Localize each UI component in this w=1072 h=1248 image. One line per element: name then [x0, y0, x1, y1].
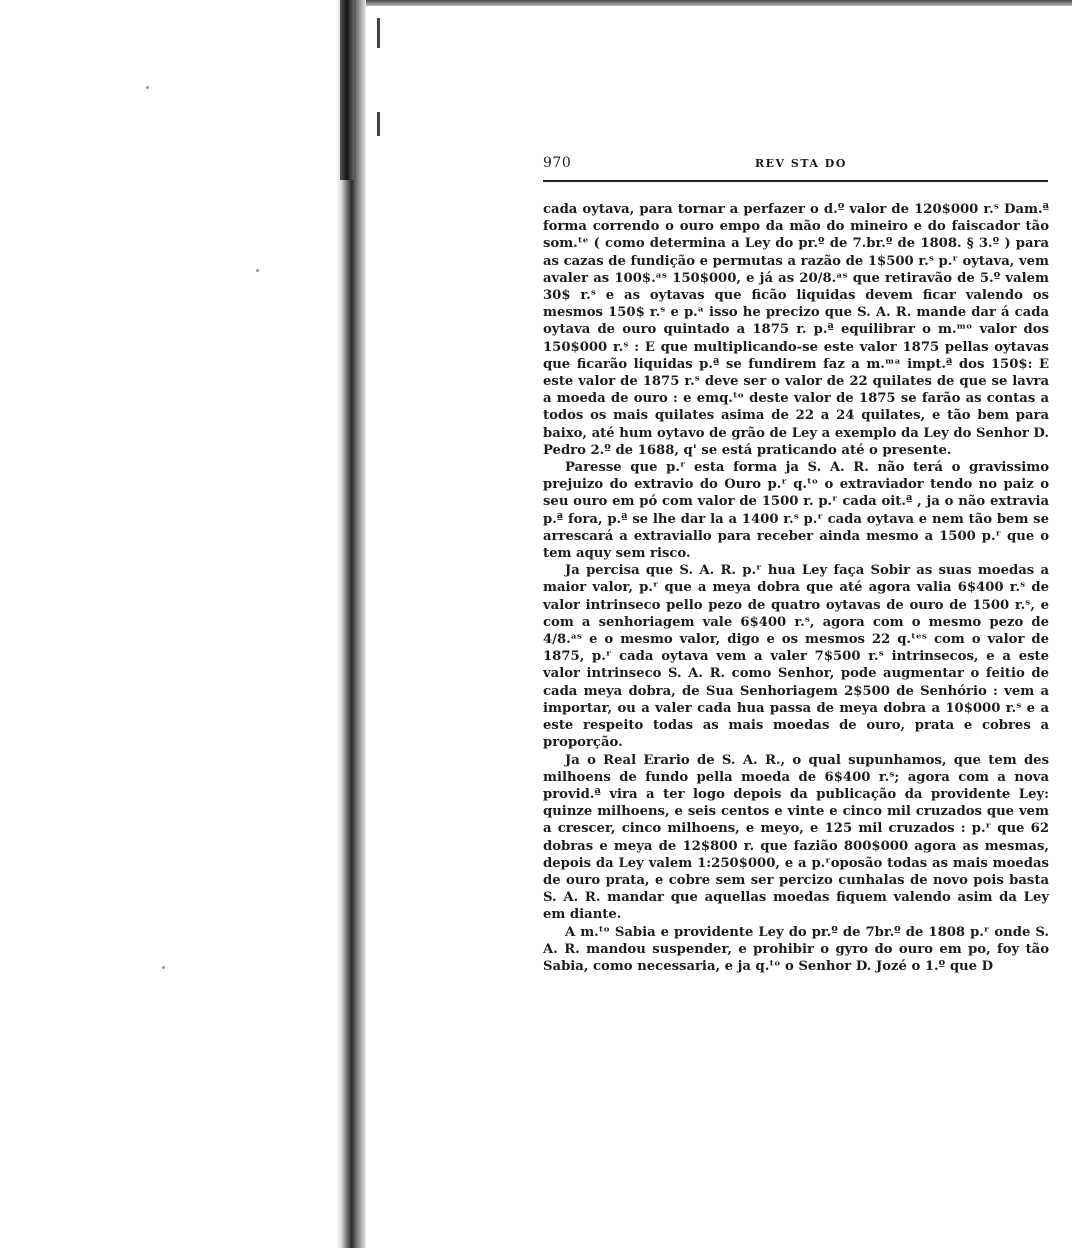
running-title: REV STA DO [755, 157, 847, 170]
body-text [543, 201, 1049, 975]
book-gutter [336, 0, 366, 1248]
paper-speck [256, 269, 259, 272]
page-header [543, 153, 1048, 177]
paragraph: cada oytava, para tornar a perfazer o d.º valor de 120$000 r.ˢ Dam.ª forma correndo o ouro empo da mão do mineiro e do faiscador tão som.ᵗᵉ ( como determina a Ley do pr.º de 7.br.º de 1808. § 3.º ) para as cazas de fundição e permutas a razão de 1$500 r.ˢ p.ʳ oytava, vem avaler as 100$.ᵃˢ 150$000, e já as 20/8.ᵃˢ que retiravão de 5.º valem 30$ r.ˢ e as oytavas que ficão liquidas devem ficar valendo os mesmos 150$ r.ˢ e p.ᵃ isso he precizo que S. A. R. mande dar á cada oytava de ouro quintado a 1875 r. p.ª equilibrar o m.ᵐᵒ valor dos 150$000 r.ˢ : E que multiplicando-se este valor 1875 pellas oytavas que ficarão liquidas p.ª se fundirem faz a m.ᵐᵃ impt.ª dos 150$: E este valor de 1875 r.ˢ deve ser o valor de 22 quilates de que se lavra a moeda de ouro : e emq.ᵗᵒ deste valor de 1875 se farão as contas a todos os mais quilates asima de 22 a 24 quilates, e tão bem para baixo, até hum oytavo de grão de Ley a exemplo da Ley do Senhor D. Pedro 2.º de 1688, q' se está praticando até o presente. [543, 202, 1049, 458]
margin-mark [377, 18, 380, 48]
paragraph: Ja o Real Erario de S. A. R., o qual supunhamos, que tem des milhoens de fundo pella moeda de 6$400 r.ˢ; agora com a nova provid.ª vira a ter logo depois da publicação da providente Ley: quinze milhoens, e seis centos e vinte e cinco mil cruzados que vem a crescer, cinco milhoens, e meyo, e 125 mil cruzados : p.ʳ que 62 dobras e meya de 12$800 r. que fazião 800$000 agora as mesmas, depois da Ley valem 1:250$000, e a p.ʳoposão todas as mais moedas de ouro prata, e cobre sem ser percizo cunhalas de novo pois basta S. A. R. mandar que aquellas moedas fiquem valendo asim da Ley em diante. [543, 752, 1049, 923]
left-facing-page [0, 0, 342, 1248]
header-rule [543, 180, 1048, 182]
page-number: 970 [543, 155, 572, 171]
paper-speck [162, 966, 165, 969]
paper-speck [146, 86, 149, 89]
paragraph: A m.ᵗᵒ Sabia e providente Ley do pr.º de 7br.º de 1808 p.ʳ onde S. A. R. mandou suspender, e prohibir o gyro do ouro em po, foy tão Sabia, como necessaria, e ja q.ᵗᵒ o Senhor D. Jozé o 1.º que D [543, 924, 1049, 974]
gutter-shadow [340, 0, 354, 180]
paragraph: Paresse que p.ʳ esta forma ja S. A. R. não terá o gravissimo prejuizo do extravio do Ouro p.ʳ q.ᵗᵒ o extraviador tendo no paiz o seu ouro em pó com valor de 1500 r. p.ʳ cada oit.ª , ja o não extravia p.ª fora, p.ª se lhe dar la a 1400 r.ˢ p.ʳ cada oytava e nem tão bem se arrescará a extraviallo para receber ainda mesmo a 1500 p.ʳ que o tem aquy sem risco. [543, 460, 1049, 562]
paragraph: Ja percisa que S. A. R. p.ʳ hua Ley faça Sobir as suas moedas a maior valor, p.ʳ que a meya dobra que até agora valia 6$400 r.ˢ de valor intrinseco pello pezo de quatro oytavas de ouro de 1500 r.ˢ, e com a senhoriagem vale 6$400 r.ˢ, agora com o mesmo pezo de 4/8.ᵃˢ e o mesmo valor, digo e os mesmos 22 q.ᵗᵉˢ com o valor de 1875, p.ʳ cada oytava vem a valer 7$500 r.ˢ intrinsecos, e a este valor intrinseco S. A. R. como Senhor, pode augmentar o feitio de cada meya dobra, de Sua Senhoriagem 2$500 de Senhório : vem a importar, ou a valer cada hua passa de meya dobra a 10$000 r.ˢ e a este respeito todas as mais moedas de ouro, prata e cobres a proporção. [543, 563, 1049, 751]
margin-mark [377, 112, 380, 136]
